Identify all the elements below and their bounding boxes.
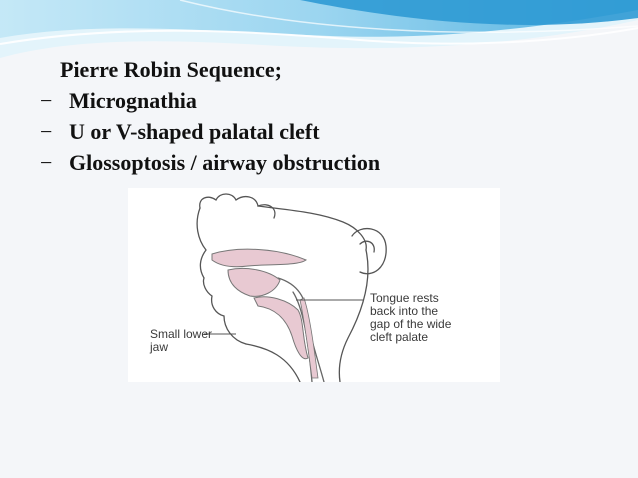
figure-label-tongue: Tongue rests back into the gap of the wide cleft palate bbox=[370, 291, 452, 344]
bullet-text: Micrognathia bbox=[69, 88, 197, 113]
bullet-item bbox=[40, 147, 620, 178]
slide-content bbox=[40, 54, 620, 178]
figure-label-small-jaw: Small lower jaw bbox=[150, 327, 213, 354]
dash-bullet-icon: − bbox=[40, 119, 53, 144]
slide-title: Pierre Robin Sequence; bbox=[60, 57, 283, 82]
bullet-item bbox=[40, 116, 620, 147]
bullet-item bbox=[40, 85, 620, 116]
dash-bullet-icon: − bbox=[40, 150, 53, 175]
bullet-list bbox=[40, 85, 620, 178]
anatomy-figure bbox=[128, 188, 500, 382]
bullet-text: U or V-shaped palatal cleft bbox=[69, 119, 320, 144]
bullet-text: Glossoptosis / airway obstruction bbox=[69, 150, 381, 175]
dash-bullet-icon: − bbox=[40, 88, 53, 113]
